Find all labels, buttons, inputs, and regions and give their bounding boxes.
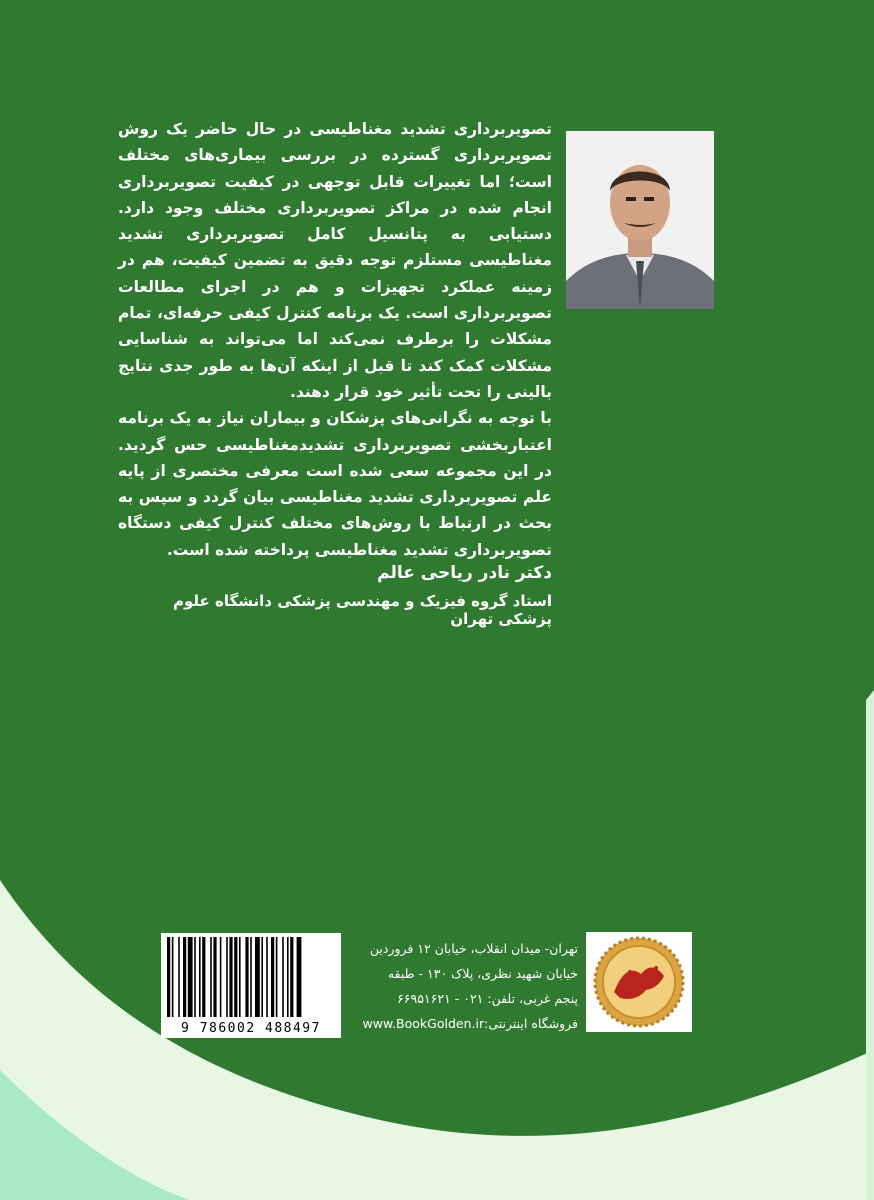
publisher-address — [360, 936, 578, 1036]
swoosh-right-strip — [866, 690, 874, 1200]
isbn-barcode — [161, 933, 341, 1038]
shop-label: فروشگاه اینترنتی: — [484, 1016, 578, 1031]
author-title: استاد گروه فیزیک و مهندسی پزشکی دانشگاه علوم پزشکی تهران — [173, 592, 552, 628]
blurb-paragraph-1: تصویربرداری تشدید مغناطیسی در حال حاضر یک روش تصویربرداری گسترده در بررسی بیماری‌های مختلف است؛ اما تغییرات قابل توجهی در کیفیت تصویربرداری انجام شده در مراکز تصویربرداری مختلف وجود دارد. دستیابی به پتانسیل کامل تصویربرداری تشدید مغناطیسی مستلزم توجه دقیق به تضمین کیفیت، هم در زمینه عملکرد تجهیزات و هم در اجرای مطالعات تصویربرداری است. یک برنامه کنترل کیفی حرفه‌ای، تمام مشکلات را برطرف نمی‌کند اما می‌تواند به شناسایی مشکلات کمک کند تا قبل از اینکه آن‌ها به طور جدی نتایج بالینی را تحت تأثیر خود قرار دهند. — [118, 120, 552, 401]
author-photo — [566, 131, 714, 309]
address-line-2: خیابان شهید نظری، پلاک ۱۳۰ - طبقه — [387, 966, 578, 981]
back-cover-blurb — [118, 116, 552, 563]
blurb-paragraph-2: با توجه به نگرانی‌های پزشکان و بیماران نیاز به یک برنامه اعتباربخشی تصویربرداری تشدیدمغناطیسی حس گردید. در این مجموعه سعی شده است معرفی مختصری از پایه علم تصویربرداری تشدید مغناطیسی بیان گردد و سپس به بحث در ارتباط با روش‌های مختلف کنترل کیفی دستگاه تصویربرداری تشدید مغناطیسی پرداخته شده است. — [118, 409, 552, 559]
address-line-1: تهران- میدان انقلاب، خیابان ۱۲ فروردین — [369, 941, 578, 956]
publisher-logo — [586, 932, 692, 1032]
address-line-3: پنجم غربی، تلفن: ۰۲۱ - ۶۶۹۵۱۶۲۱ — [397, 991, 578, 1006]
swoosh-light — [0, 880, 874, 1200]
author-name: دکتر نادر ریاحی عالم — [377, 563, 552, 583]
seal-icon — [586, 932, 692, 1032]
website-line — [360, 1011, 578, 1036]
barcode-bars — [161, 933, 341, 1021]
isbn-number: 9 786002 488497 — [181, 1021, 321, 1036]
website-link[interactable]: www.BookGolden.ir — [362, 1016, 485, 1031]
